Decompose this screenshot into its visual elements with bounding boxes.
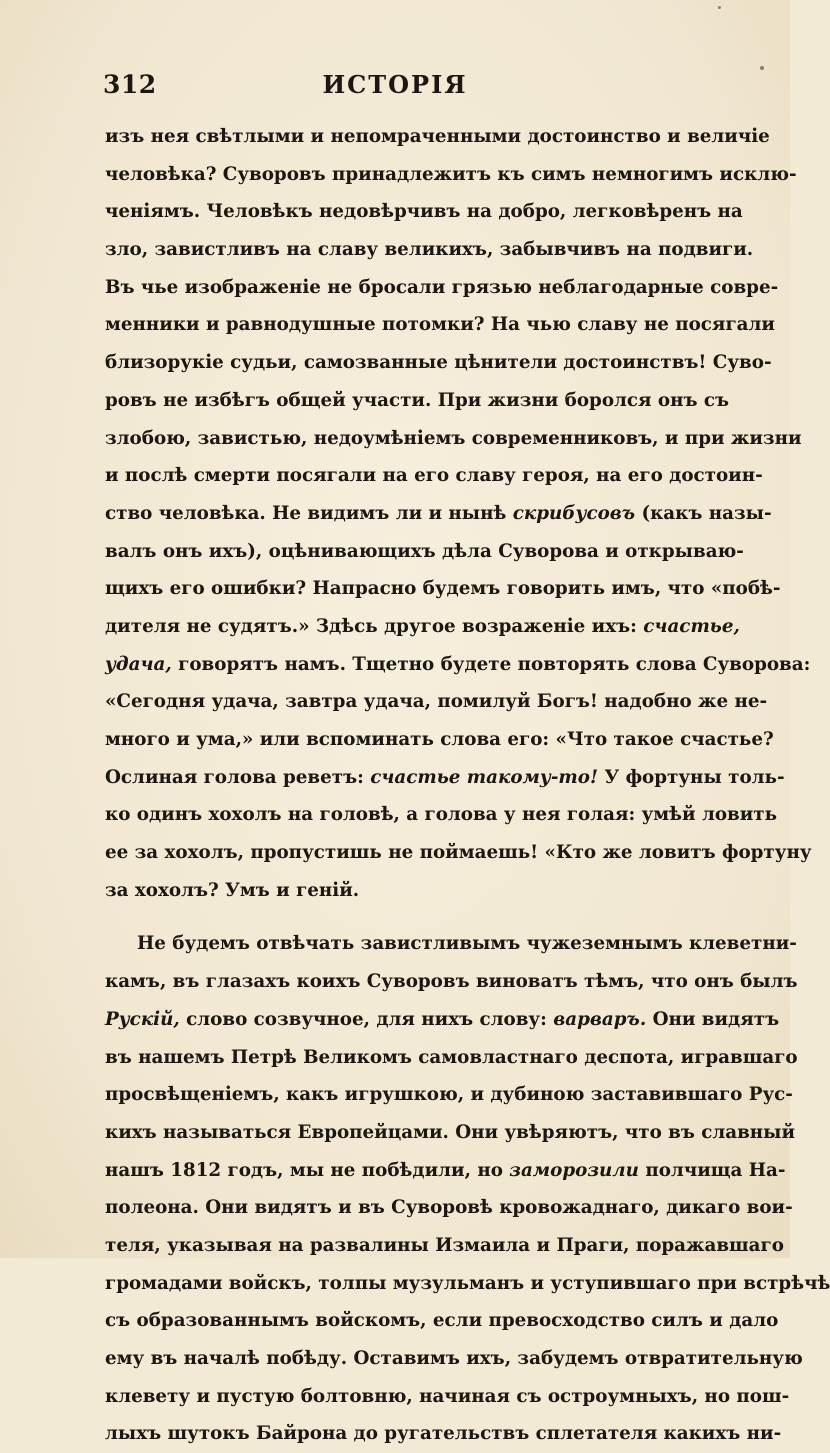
text-line <box>105 1114 796 1152</box>
italic-text: варваръ. <box>553 1008 647 1030</box>
text-line <box>105 834 812 872</box>
text-segment: полеона. Они видятъ и въ Суворовѣ кровожаднаго, дикаго вои- <box>105 1197 793 1219</box>
text-segment: Въ чье изображеніе не бросали грязью неблагодарные совре- <box>105 276 779 298</box>
text-segment: ченіямъ. Человѣкъ недовѣрчивъ на добро, легковѣренъ на <box>105 201 743 223</box>
text-line <box>105 1189 793 1227</box>
text-segment: Ослиная голова реветъ: <box>105 766 371 788</box>
paragraph-gap <box>105 909 722 925</box>
italic-text: скрибусовъ <box>512 502 636 524</box>
text-segment: ко одинъ хохолъ на головѣ, а голова у нея голая: умѣй ловить <box>105 804 778 826</box>
italic-text: счастье такому-то! <box>370 766 598 788</box>
text-segment: полчища На- <box>638 1159 786 1181</box>
running-head: ИСТОРІЯ <box>322 70 468 99</box>
text-segment: Они видятъ <box>646 1008 780 1030</box>
text-line <box>105 683 768 721</box>
text-line <box>105 608 740 646</box>
page-number: 312 <box>103 70 157 99</box>
text-line <box>105 1039 798 1077</box>
text-line <box>105 156 797 194</box>
text-line <box>105 925 797 963</box>
italic-text: удача, <box>105 653 172 675</box>
paper-speck <box>718 6 721 9</box>
text-line <box>105 1378 790 1416</box>
text-line <box>105 1001 780 1039</box>
text-segment: съ образованнымъ войскомъ, если превосходство силъ и дало <box>105 1310 779 1332</box>
text-line <box>105 1265 830 1303</box>
text-segment: близорукіе судьи, самозванные цѣнители достоинствъ! Суво- <box>105 352 772 374</box>
text-line <box>105 872 722 910</box>
text-line <box>105 570 781 608</box>
text-line <box>105 533 744 571</box>
text-segment: камъ, въ глазахъ коихъ Суворовъ виноватъ тѣмъ, что онъ былъ <box>105 971 798 993</box>
italic-text: заморозили <box>509 1159 639 1181</box>
text-line <box>105 495 772 533</box>
text-segment: человѣка? Суворовъ принадлежитъ къ симъ немногимъ исклю- <box>105 163 797 185</box>
text-line <box>105 420 802 458</box>
text-line <box>105 306 775 344</box>
paragraph <box>105 925 830 1453</box>
text-segment: Не будемъ отвѣчать завистливымъ чужеземнымъ клеветни- <box>137 933 797 955</box>
text-line <box>105 1415 782 1453</box>
text-segment: дителя не судятъ.» Здѣсь другое возраженіе ихъ: <box>105 615 644 637</box>
text-segment: слово созвучное, для нихъ слову: <box>179 1008 554 1030</box>
text-line <box>105 1340 803 1378</box>
text-segment: и послѣ смерти посягали на его славу героя, на его достоин- <box>105 465 763 487</box>
text-line <box>105 118 770 156</box>
text-line <box>105 193 743 231</box>
text-line <box>105 382 730 420</box>
text-segment: клевету и пустую болтовню, начиная съ остроумныхъ, но пош- <box>105 1385 790 1407</box>
text-line <box>105 796 778 834</box>
text-segment: говорятъ намъ. Тщетно будете повторять слова Суворова: <box>171 653 811 675</box>
text-segment: менники и равнодушные потомки? На чью славу не посягали <box>105 314 775 336</box>
text-segment: зло, завистливъ на славу великихъ, забывчивъ на подвиги. <box>105 239 754 261</box>
text-segment: ее за хохолъ, пропустишь не поймаешь! «Кто же ловитъ фортуну <box>105 842 812 864</box>
text-line <box>105 457 763 495</box>
text-segment: теля, указывая на развалины Измаила и Праги, поражавшаго <box>105 1234 784 1256</box>
text-line <box>105 721 774 759</box>
text-segment: У фортуны толь- <box>598 766 785 788</box>
text-line <box>105 1302 779 1340</box>
text-line <box>105 759 785 797</box>
text-segment: много и ума,» или вспоминать слова его: «Что такое счастье? <box>105 729 774 750</box>
text-line <box>105 646 811 684</box>
text-segment: «Сегодня удача, завтра удача, помилуй Богъ! надобно же не- <box>105 691 768 713</box>
text-segment: лыхъ шутокъ Байрона до ругательствъ сплетателя какихъ ни- <box>105 1423 782 1445</box>
text-segment: ему въ началѣ побѣду. Оставимъ ихъ, забудемъ отвратительную <box>105 1348 803 1369</box>
text-segment: нашъ 1812 годъ, мы не побѣдили, но <box>105 1159 510 1181</box>
text-line <box>105 1076 793 1114</box>
text-segment: злобою, завистью, недоумѣніемъ современниковъ, и при жизни <box>105 427 802 449</box>
text-segment: кихъ называться Европейцами. Они увѣряютъ, что въ славный <box>105 1121 796 1143</box>
text-segment: просвѣщеніемъ, какъ игрушкою, и дубиною заставившаго Рус- <box>105 1084 793 1106</box>
text-segment: ство человѣка. Не видимъ ли и нынѣ <box>105 502 513 524</box>
text-line <box>105 1227 784 1265</box>
text-line <box>105 231 754 269</box>
italic-text: Рускій, <box>105 1008 180 1030</box>
text-line <box>105 1152 786 1190</box>
italic-text: счастье, <box>643 615 740 637</box>
paragraph <box>105 118 812 909</box>
text-segment: громадами войскъ, толпы музульманъ и уступившаго при встрѣчѣ <box>105 1272 830 1294</box>
text-line <box>105 963 798 1001</box>
text-line <box>105 269 779 307</box>
text-segment: въ нашемъ Петрѣ Великомъ самовластнаго деспота, игравшаго <box>105 1046 798 1068</box>
text-segment: щихъ его ошибки? Напрасно будемъ говорить имъ, что «побѣ- <box>105 578 781 600</box>
text-segment: ровъ не избѣгъ общей участи. При жизни боролся онъ съ <box>105 389 730 411</box>
text-segment: (какъ назы- <box>635 502 772 524</box>
body-text <box>105 118 830 1453</box>
text-segment: изъ нея свѣтлыми и непомраченными достоинство и величіе <box>105 126 770 147</box>
text-line <box>105 344 772 382</box>
text-segment: валъ онъ ихъ), оцѣнивающихъ дѣла Суворова и открываю- <box>105 540 744 562</box>
text-segment: за хохолъ? Умъ и геній. <box>105 879 360 901</box>
